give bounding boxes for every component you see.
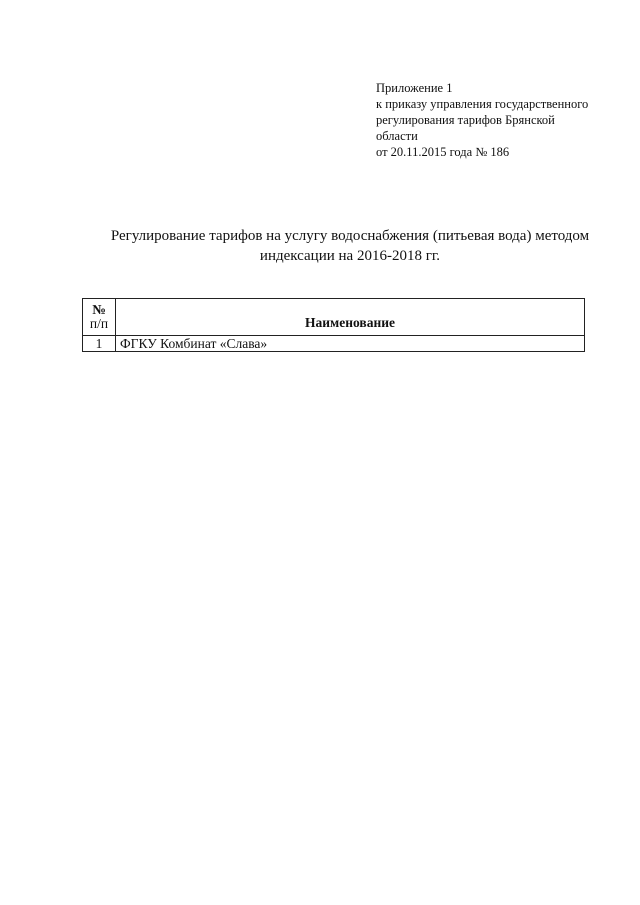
row-name: ФГКУ Комбинат «Слава»	[116, 336, 585, 352]
table-row	[83, 336, 585, 352]
appendix-line: регулирования тарифов Брянской	[376, 113, 555, 127]
appendix-line: от 20.11.2015 года № 186	[376, 145, 510, 159]
row-number: 1	[83, 336, 116, 352]
table-header-row	[83, 299, 585, 336]
document-title	[60, 226, 640, 266]
header-number	[83, 299, 116, 336]
header-number-pp: п/п	[89, 316, 109, 331]
header-number-sign: №	[92, 302, 106, 317]
organizations-table	[82, 298, 585, 352]
appendix-block	[376, 80, 616, 160]
title-line: индексации на 2016-2018 гг.	[259, 248, 441, 264]
header-name: Наименование	[116, 299, 585, 336]
appendix-line: к приказу управления государственного	[376, 97, 589, 111]
title-line: Регулирование тарифов на услугу водоснабжения (питьевая вода) методом	[110, 228, 590, 244]
appendix-line: области	[376, 129, 418, 143]
appendix-line: Приложение 1	[376, 81, 453, 95]
